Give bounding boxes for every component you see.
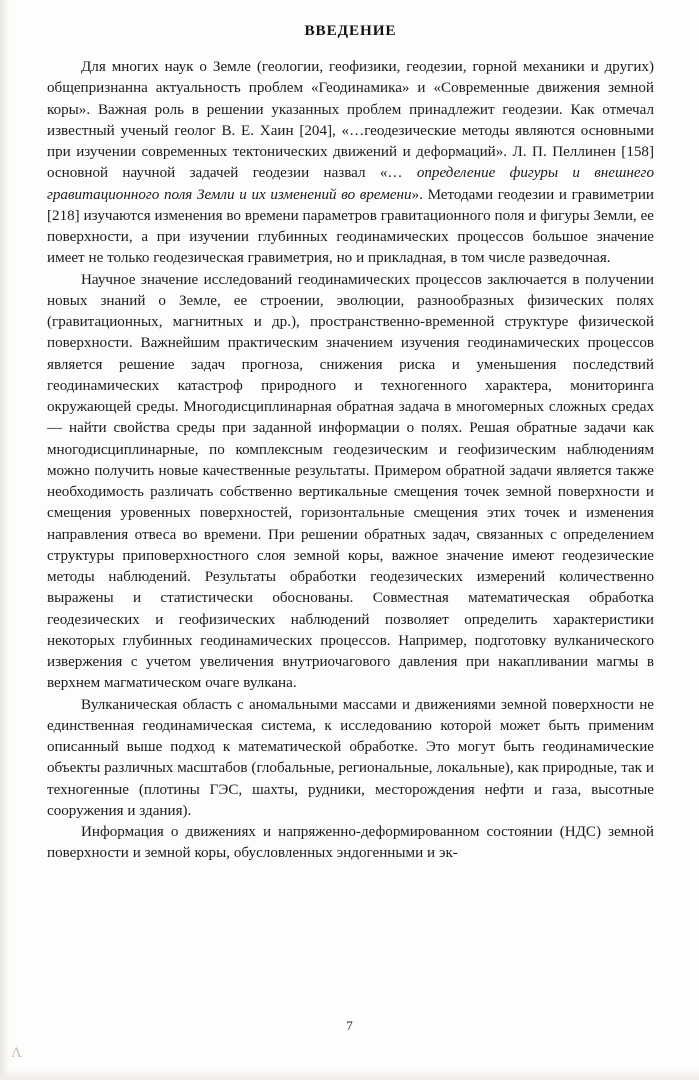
scan-edge-mark: Λ [11, 1045, 22, 1061]
scan-edge-shadow-bottom [0, 1068, 699, 1080]
text-run: Информация о движениях и напряженно-деформированном состоянии (НДС) земной поверхности и земной коры, обусловленных эндогенными и эк- [47, 824, 654, 862]
text-run: ». Методами геодезии и гравиметрии [218] изучаются изменения во времени параметров гравитационного поля и фигуры Земли, ее поверхности, а при изучении глубинных геодинамических процессов большое значение имеет не только геодезическая гравиметрия, но и прикладная, в том числе разведочная. [47, 186, 654, 267]
paragraph [47, 695, 654, 823]
text-run: Научное значение исследований геодинамических процессов заключается в получении новых знаний о Земле, ее строении, эволюции, разнообразных физических полях (гравитационных, магнитных и др.), пространственно-временной структуре физической поверхности. Важнейшим практическим значением изучения геодинамических процессов является решение задач прогноза, снижения риска и уменьшения последствий геодинамических катастроф природного и техногенного характера, мониторинга окружающей среды. Многодисциплинарная обратная задача в многомерных сложных средах — найти свойства среды при заданной информации о полях. Решая обратные задачи как многодисциплинарные, по комплексным геодезическим и геофизическим наблюдениям можно получить новые качественные результаты. Примером обратной задачи является также необходимость различать собственно вертикальные смещения точек земной поверхности и смещения уровенных поверхностей, горизонтальные смещения этих точек и изменения направления отвеса во времени. При решении обратных задач, связанных с определением структуры приповерхностного слоя земной коры, важное значение имеют геодезические методы наблюдений. Результаты обработки геодезических измерений количественно выражены и статистически обоснованы. Совместная математическая обработка геодезических и геофизических наблюдений позволяет определить характеристики некоторых глубинных геодинамических процессов. Например, подготовку вулканического извержения с учетом увеличения внутриочагового давления при накапливании магмы в верхнем магматическом очаге вулкана. [47, 271, 654, 692]
paragraph [47, 57, 654, 270]
paragraph [47, 270, 654, 695]
emphasis-text: определение фигуры и внешнего гравитационного поля Земли и их изменений во времени [47, 165, 654, 203]
page-content [47, 22, 654, 865]
text-run: Для многих наук о Земле (геологии, геофизики, геодезии, горной механики и других) общепризнанна актуальность проблем «Геодинамика» и «Современные движения земной коры». Важная роль в решении указанных проблем принадлежит геодезии. Как отмечал известный ученый геолог В. Е. Хаин [204], «…геодезические методы являются основными при изучении современных тектонических движений и деформаций». Л. П. Пеллинен [158] основной научной задачей геодезии назвал «… [47, 59, 654, 182]
page-title: ВВЕДЕНИЕ [304, 22, 397, 39]
scan-edge-shadow-left [0, 0, 9, 1080]
paragraph [47, 822, 654, 865]
page-number: 7 [346, 1018, 353, 1033]
body-text [47, 57, 654, 865]
text-run: Вулканическая область с аномальными массами и движениями земной поверхности не единственная геодинамическая система, к исследованию которой может быть применим описанный выше подход к математической обработке. Это могут быть геодинамические объекты различных масштабов (глобальные, региональные, локальные), как природные, так и техногенные (плотины ГЭС, шахты, рудники, месторождения нефти и газа, высотные сооружения и здания). [47, 696, 654, 819]
